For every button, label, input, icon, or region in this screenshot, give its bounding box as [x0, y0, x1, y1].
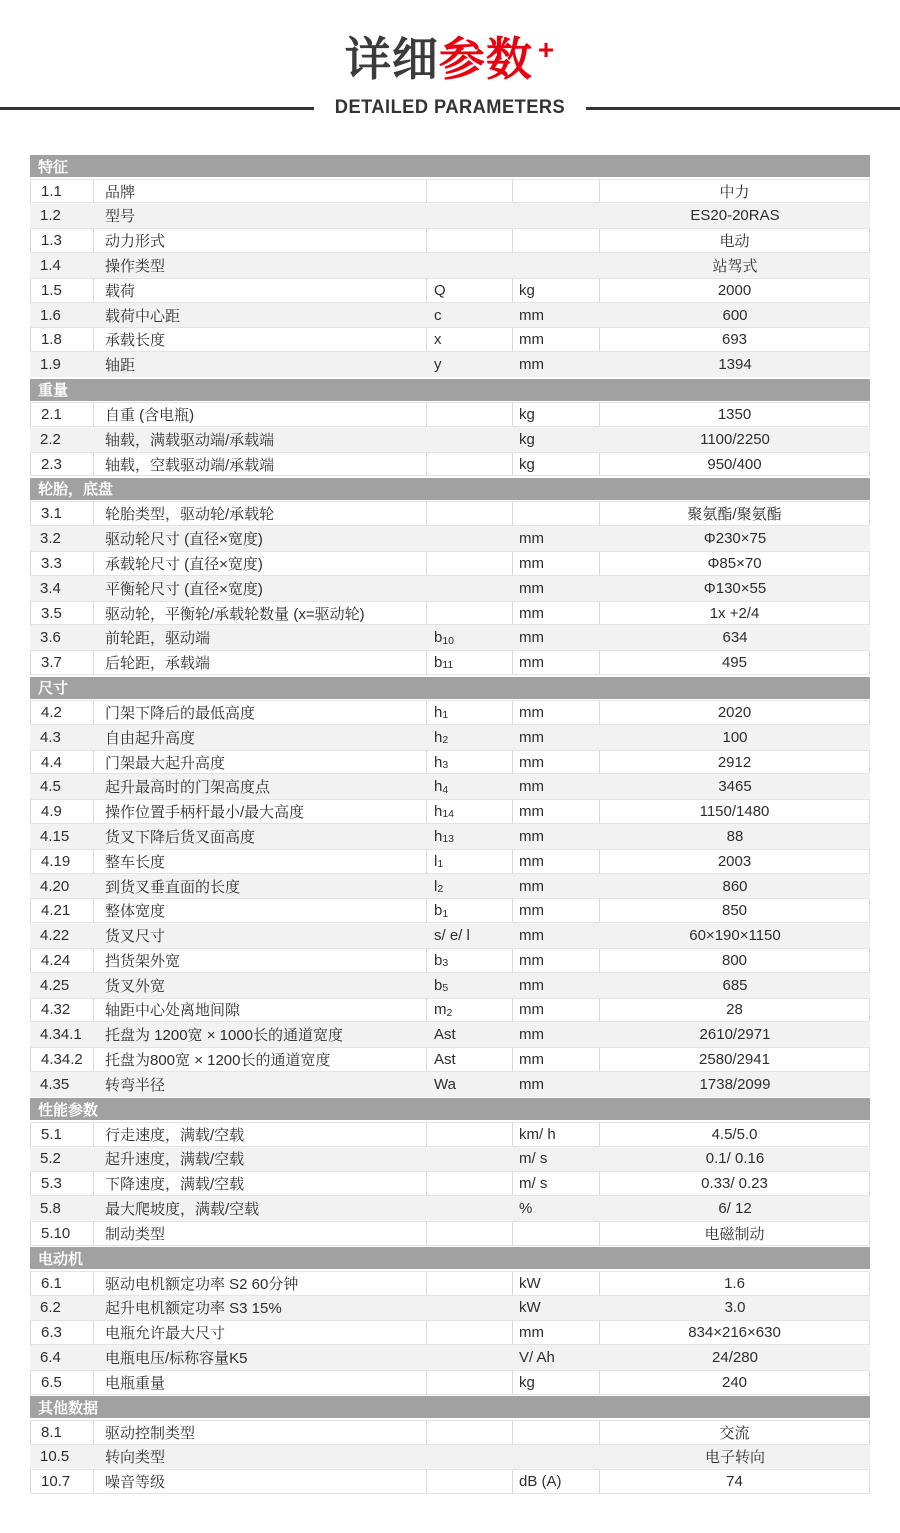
- param-name: 轴距: [105, 357, 136, 375]
- param-symbol: b $_{11}$: [427, 651, 513, 674]
- param-value: 聚氨酯/聚氨酯: [600, 502, 870, 525]
- param-unit: %: [519, 1200, 533, 1218]
- table-row: [30, 824, 870, 849]
- param-value: 88: [726, 827, 744, 845]
- param-value: 2000: [600, 279, 870, 302]
- param-symbol: [427, 1272, 513, 1295]
- param-unit: dB (A): [513, 1470, 600, 1493]
- param-value: 0.33/ 0.23: [600, 1172, 870, 1195]
- row-id: 3.7: [30, 651, 94, 674]
- param-value: 240: [600, 1371, 870, 1394]
- param-value: 2580/2941: [600, 1048, 870, 1071]
- param-name: 后轮距，承载端: [94, 651, 427, 674]
- param-symbol: [427, 526, 513, 551]
- row-id: 2.2: [40, 430, 61, 448]
- param-symbol: [427, 203, 513, 228]
- param-value: 60×190×1150: [689, 927, 781, 945]
- param-name: 制动类型: [94, 1222, 427, 1245]
- param-symbol: y: [434, 356, 442, 374]
- param-value: 24/280: [712, 1349, 758, 1367]
- row-id: 4.25: [40, 976, 70, 994]
- param-unit: mm: [519, 827, 544, 845]
- row-id: 6.3: [30, 1321, 94, 1344]
- param-symbol: Ast: [434, 1026, 456, 1044]
- param-symbol: [427, 1321, 513, 1344]
- param-value: 600: [722, 306, 748, 324]
- param-name: 货叉外宽: [105, 977, 166, 995]
- param-unit: kg: [513, 453, 600, 476]
- section-header: 电动机: [30, 1247, 870, 1269]
- param-value: 2610/2971: [699, 1026, 771, 1044]
- param-unit: mm: [519, 927, 544, 945]
- row-id: 5.2: [40, 1150, 61, 1168]
- param-symbol: h $_{13}$: [434, 827, 455, 846]
- param-value: 4.5/5.0: [600, 1123, 870, 1146]
- param-symbol: l $_2$: [434, 877, 444, 895]
- row-id: 3.6: [40, 629, 61, 647]
- param-symbol: [427, 253, 513, 278]
- row-id: 5.8: [40, 1200, 61, 1218]
- param-symbol: x: [427, 328, 513, 351]
- param-unit: mm: [513, 999, 600, 1022]
- param-symbol: b $_1$: [427, 899, 513, 922]
- row-id: 3.1: [30, 502, 94, 525]
- param-name: 驱动电机额定功率 S2 60分钟: [94, 1272, 427, 1295]
- param-symbol: h $_2$: [434, 728, 449, 746]
- section-header: 性能参数: [30, 1098, 870, 1120]
- param-name: 挡货架外宽: [94, 949, 427, 972]
- param-symbol: [427, 1196, 513, 1221]
- param-value: 交流: [600, 1421, 870, 1444]
- row-id: 6.1: [30, 1272, 94, 1295]
- row-id: 4.22: [40, 927, 70, 945]
- param-name: 平衡轮尺寸 (直径×宽度): [105, 580, 263, 598]
- param-symbol: [427, 502, 513, 525]
- param-unit: mm: [519, 1026, 544, 1044]
- page-subtitle: DETAILED PARAMETERS: [334, 97, 566, 119]
- param-value: 中力: [600, 180, 870, 203]
- param-unit: [513, 203, 600, 228]
- param-value: 1350: [600, 403, 870, 426]
- param-value: 电磁制动: [600, 1222, 870, 1245]
- table-row: [30, 501, 870, 526]
- table-row: [30, 179, 870, 204]
- param-value: 834×216×630: [600, 1321, 870, 1344]
- row-id: 4.24: [30, 949, 94, 972]
- row-id: 4.9: [30, 800, 94, 823]
- param-value: 28: [600, 999, 870, 1022]
- table-row: [30, 1047, 870, 1072]
- param-unit: mm: [513, 651, 600, 674]
- table-row: [30, 253, 870, 278]
- row-id: 4.35: [40, 1075, 70, 1093]
- table-row: [30, 278, 870, 303]
- row-id: 1.2: [40, 207, 61, 225]
- row-id: 4.2: [30, 701, 94, 724]
- param-symbol: s/ e/ l: [434, 927, 470, 945]
- table-row: [30, 1147, 870, 1172]
- param-name: 载荷: [94, 279, 427, 302]
- param-unit: mm: [519, 530, 544, 548]
- param-unit: mm: [513, 949, 600, 972]
- row-id: 3.4: [40, 579, 61, 597]
- param-symbol: [427, 180, 513, 203]
- param-name: 噪音等级: [94, 1470, 427, 1493]
- param-name: 轴距中心处离地间隙: [94, 999, 427, 1022]
- param-value: 685: [722, 976, 748, 994]
- param-unit: kW: [513, 1272, 600, 1295]
- page-title-red: 参数: [438, 33, 533, 85]
- param-value: Φ85×70: [600, 552, 870, 575]
- row-id: 1.1: [30, 180, 94, 203]
- param-value: 电子转向: [704, 1449, 765, 1467]
- param-unit: km/ h: [513, 1123, 600, 1146]
- param-value: Φ230×75: [703, 530, 767, 548]
- table-row: [30, 452, 870, 477]
- row-id: 10.7: [30, 1470, 94, 1493]
- table-row: [30, 923, 870, 948]
- row-id: 4.15: [40, 827, 70, 845]
- table-row: [30, 799, 870, 824]
- param-unit: kg: [513, 279, 600, 302]
- row-id: 10.5: [40, 1448, 70, 1466]
- param-value: 495: [600, 651, 870, 674]
- param-name: 型号: [105, 208, 136, 226]
- section-header: 轮胎，底盘: [30, 478, 870, 500]
- param-value: 1394: [718, 356, 752, 374]
- table-row: [30, 228, 870, 253]
- param-unit: [513, 1222, 600, 1245]
- param-value: Φ130×55: [703, 579, 767, 597]
- table-row: [30, 1296, 870, 1321]
- param-value: 电动: [600, 229, 870, 252]
- param-value: 634: [722, 629, 748, 647]
- table-row: [30, 700, 870, 725]
- row-id: 1.4: [40, 256, 61, 274]
- param-unit: mm: [513, 1048, 600, 1071]
- param-symbol: [427, 453, 513, 476]
- param-symbol: [427, 1147, 513, 1172]
- param-symbol: [427, 229, 513, 252]
- param-name: 驱动控制类型: [94, 1421, 427, 1444]
- param-symbol: [427, 427, 513, 452]
- table-row: [30, 402, 870, 427]
- page-title: [0, 32, 900, 87]
- param-unit: mm: [513, 751, 600, 774]
- row-id: 4.19: [30, 850, 94, 873]
- table-row: [30, 601, 870, 626]
- param-unit: mm: [519, 306, 544, 324]
- param-name: 货叉尺寸: [105, 928, 166, 946]
- param-unit: mm: [519, 976, 544, 994]
- table-row: [30, 1072, 870, 1097]
- row-id: 8.1: [30, 1421, 94, 1444]
- param-symbol: [427, 1445, 513, 1470]
- param-name: 下降速度，满载/空载: [94, 1172, 427, 1195]
- table-row: [30, 1022, 870, 1047]
- param-name: 品牌: [94, 180, 427, 203]
- param-unit: [513, 253, 600, 278]
- param-name: 前轮距，驱动端: [105, 630, 211, 648]
- param-name: 载荷中心距: [105, 307, 181, 325]
- param-name: 操作位置手柄杆最小/最大高度: [94, 800, 427, 823]
- row-id: 4.4: [30, 751, 94, 774]
- param-name: 转向类型: [105, 1449, 166, 1467]
- row-id: 2.1: [30, 403, 94, 426]
- param-value: 800: [600, 949, 870, 972]
- table-row: [30, 1345, 870, 1370]
- param-symbol: h $_1$: [427, 701, 513, 724]
- table-row: [30, 352, 870, 377]
- param-symbol: [427, 576, 513, 601]
- param-unit: [513, 502, 600, 525]
- table-row: [30, 973, 870, 998]
- param-name: 动力形式: [94, 229, 427, 252]
- param-unit: mm: [519, 877, 544, 895]
- table-row: [30, 1320, 870, 1345]
- param-name: 轴载，满载驱动端/承载端: [105, 431, 275, 449]
- param-value: 693: [600, 328, 870, 351]
- row-id: 3.3: [30, 552, 94, 575]
- row-id: 2.3: [30, 453, 94, 476]
- param-unit: mm: [519, 629, 544, 647]
- param-value: 1150/1480: [600, 800, 870, 823]
- table-row: [30, 898, 870, 923]
- param-unit: m/ s: [519, 1150, 548, 1168]
- table-row: [30, 1469, 870, 1494]
- param-symbol: [427, 1345, 513, 1370]
- table-row: [30, 998, 870, 1023]
- param-unit: m/ s: [513, 1172, 600, 1195]
- param-symbol: h $_4$: [434, 778, 449, 796]
- param-symbol: Ast: [427, 1048, 513, 1071]
- param-value: 2003: [600, 850, 870, 873]
- param-unit: mm: [513, 552, 600, 575]
- row-id: 4.20: [40, 877, 70, 895]
- table-row: [30, 303, 870, 328]
- spec-table: [30, 155, 870, 1494]
- param-symbol: Q: [427, 279, 513, 302]
- row-id: 4.34.1: [40, 1026, 82, 1044]
- row-id: 6.4: [40, 1349, 61, 1367]
- param-name: 行走速度，满载/空载: [94, 1123, 427, 1146]
- param-value: 1738/2099: [699, 1075, 771, 1093]
- param-symbol: [427, 602, 513, 625]
- param-symbol: b $_{10}$: [434, 629, 455, 647]
- param-unit: mm: [513, 850, 600, 873]
- param-name: 驱动轮尺寸 (直径×宽度): [105, 531, 263, 549]
- param-value: ES20-20RAS: [690, 207, 780, 225]
- param-name: 货叉下降后货叉面高度: [105, 828, 256, 846]
- param-unit: [513, 180, 600, 203]
- param-symbol: Wa: [434, 1075, 456, 1093]
- param-name: 托盘为800宽 × 1200长的通道宽度: [94, 1048, 427, 1071]
- param-unit: mm: [513, 328, 600, 351]
- param-symbol: [427, 552, 513, 575]
- section-header: 其他数据: [30, 1396, 870, 1418]
- row-id: 5.1: [30, 1123, 94, 1146]
- right-rule: [586, 107, 900, 110]
- row-id: 4.21: [30, 899, 94, 922]
- param-unit: mm: [513, 602, 600, 625]
- row-id: 6.2: [40, 1299, 61, 1317]
- table-row: [30, 625, 870, 650]
- row-id: 4.3: [40, 728, 61, 746]
- param-name: 驱动轮，平衡轮/承载轮数量 (x=驱动轮): [94, 602, 427, 625]
- param-value: 2912: [600, 751, 870, 774]
- row-id: 1.3: [30, 229, 94, 252]
- param-symbol: b $_5$: [434, 976, 449, 994]
- param-name: 轮胎类型，驱动轮/承载轮: [94, 502, 427, 525]
- table-row: [30, 327, 870, 352]
- param-name: 电瓶允许最大尺寸: [94, 1321, 427, 1344]
- table-row: [30, 849, 870, 874]
- table-row: [30, 1445, 870, 1470]
- param-value: 860: [722, 877, 748, 895]
- param-value: 2020: [600, 701, 870, 724]
- left-rule: [0, 107, 314, 110]
- param-unit: mm: [513, 899, 600, 922]
- param-symbol: c: [434, 306, 442, 324]
- param-name: 门架最大起升高度: [94, 751, 427, 774]
- param-value: 850: [600, 899, 870, 922]
- row-id: 5.3: [30, 1172, 94, 1195]
- table-row: [30, 750, 870, 775]
- param-name: 整车长度: [94, 850, 427, 873]
- param-name: 起升速度，满载/空载: [105, 1151, 245, 1169]
- subtitle-row: [0, 97, 900, 119]
- table-row: [30, 576, 870, 601]
- param-symbol: m $_2$: [427, 999, 513, 1022]
- param-name: 最大爬坡度，满载/空载: [105, 1201, 260, 1219]
- param-symbol: b $_3$: [427, 949, 513, 972]
- row-id: 5.10: [30, 1222, 94, 1245]
- param-symbol: l $_1$: [427, 850, 513, 873]
- param-symbol: [427, 1222, 513, 1245]
- section-header: 尺寸: [30, 677, 870, 699]
- param-unit: mm: [513, 701, 600, 724]
- param-symbol: [427, 1296, 513, 1321]
- param-name: 转弯半径: [105, 1076, 166, 1094]
- row-id: 4.5: [40, 778, 61, 796]
- param-unit: mm: [519, 1075, 544, 1093]
- table-row: [30, 1370, 870, 1395]
- table-row: [30, 774, 870, 799]
- section-header: 重量: [30, 379, 870, 401]
- param-unit: kW: [519, 1299, 541, 1317]
- param-name: 电瓶重量: [94, 1371, 427, 1394]
- table-row: [30, 1171, 870, 1196]
- param-name: 托盘为 1200宽 × 1000长的通道宽度: [105, 1027, 344, 1045]
- param-value: 950/400: [600, 453, 870, 476]
- param-value: 74: [600, 1470, 870, 1493]
- param-unit: mm: [519, 778, 544, 796]
- param-name: 轴载，空载驱动端/承载端: [94, 453, 427, 476]
- param-value: 3465: [718, 778, 752, 796]
- param-name: 门架下降后的最低高度: [94, 701, 427, 724]
- table-row: [30, 1420, 870, 1445]
- param-value: 1.6: [600, 1272, 870, 1295]
- param-unit: mm: [519, 356, 544, 374]
- param-unit: [513, 229, 600, 252]
- param-name: 自重 (含电瓶): [94, 403, 427, 426]
- page-title-black: 详细: [344, 33, 439, 85]
- table-row: [30, 203, 870, 228]
- param-name: 起升电机额定功率 S3 15%: [105, 1300, 282, 1318]
- param-value: 1100/2250: [700, 430, 770, 448]
- param-value: 6/ 12: [718, 1200, 752, 1218]
- table-row: [30, 1196, 870, 1221]
- table-row: [30, 874, 870, 899]
- table-row: [30, 650, 870, 675]
- param-unit: mm: [519, 728, 544, 746]
- param-symbol: h $_{14}$: [427, 800, 513, 823]
- row-id: 1.8: [30, 328, 94, 351]
- table-row: [30, 725, 870, 750]
- row-id: 4.34.2: [30, 1048, 94, 1071]
- param-value: 站驾式: [712, 257, 758, 275]
- param-unit: kg: [513, 403, 600, 426]
- row-id: 3.5: [30, 602, 94, 625]
- param-unit: [513, 1421, 600, 1444]
- param-symbol: [427, 1371, 513, 1394]
- param-name: 操作类型: [105, 257, 166, 275]
- param-unit: kg: [519, 430, 535, 448]
- table-row: [30, 551, 870, 576]
- param-unit: mm: [513, 1321, 600, 1344]
- param-unit: mm: [513, 800, 600, 823]
- table-row: [30, 1122, 870, 1147]
- row-id: 1.6: [40, 306, 61, 324]
- param-name: 承载轮尺寸 (直径×宽度): [94, 552, 427, 575]
- table-row: [30, 526, 870, 551]
- param-name: 整体宽度: [94, 899, 427, 922]
- param-value: 100: [722, 728, 748, 746]
- table-row: [30, 948, 870, 973]
- param-symbol: [427, 1172, 513, 1195]
- param-unit: [513, 1445, 600, 1470]
- param-value: 0.1/ 0.16: [705, 1150, 765, 1168]
- param-value: 1x +2/4: [600, 602, 870, 625]
- table-row: [30, 427, 870, 452]
- param-unit: V/ Ah: [519, 1349, 555, 1367]
- row-id: 1.9: [40, 356, 61, 374]
- param-name: 承载长度: [94, 328, 427, 351]
- page-header: [0, 0, 900, 119]
- table-row: [30, 1221, 870, 1246]
- param-symbol: [427, 1470, 513, 1493]
- param-symbol: [427, 403, 513, 426]
- table-row: [30, 1271, 870, 1296]
- row-id: 1.5: [30, 279, 94, 302]
- param-unit: mm: [519, 579, 544, 597]
- section-header: 特征: [30, 155, 870, 177]
- param-unit: kg: [513, 1371, 600, 1394]
- param-symbol: [427, 1123, 513, 1146]
- param-name: 起升最高时的门架高度点: [105, 779, 271, 797]
- row-id: 4.32: [30, 999, 94, 1022]
- plus-icon: +: [537, 34, 556, 65]
- param-name: 自由起升高度: [105, 729, 196, 747]
- row-id: 3.2: [40, 530, 61, 548]
- param-name: 到货叉垂直面的长度: [105, 878, 241, 896]
- row-id: 6.5: [30, 1371, 94, 1394]
- param-value: 3.0: [724, 1299, 746, 1317]
- param-name: 电瓶电压/标称容量K5: [105, 1350, 248, 1368]
- param-symbol: [427, 1421, 513, 1444]
- param-symbol: h $_3$: [427, 751, 513, 774]
